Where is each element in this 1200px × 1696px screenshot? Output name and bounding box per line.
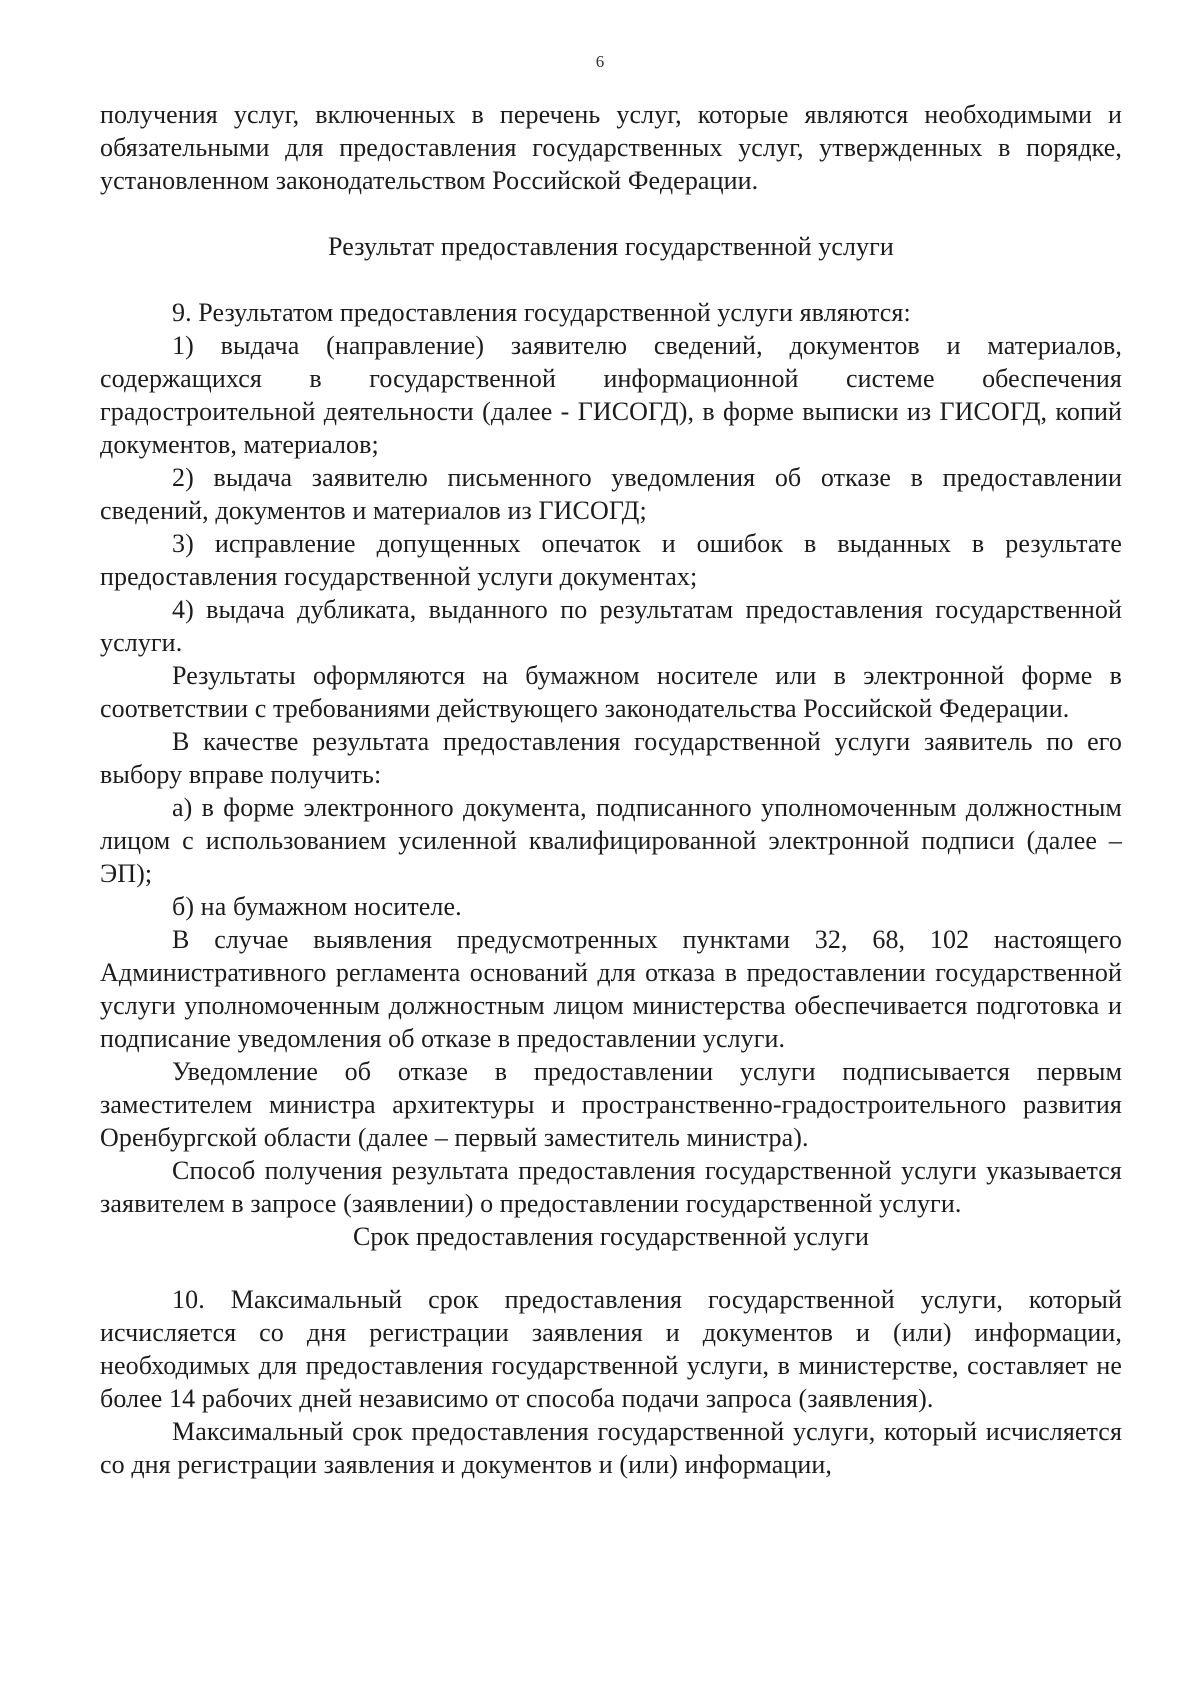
list-item-1: 1) выдача (направление) заявителю сведений, документов и материалов, содержащихся в государственной информационной системе обеспечения градостроительной деятельности (далее - ГИСОГД), в форме выписки из ГИСОГД, копий документов, материалов; xyxy=(100,331,1122,459)
paragraph-10-continued: Максимальный срок предоставления государственной услуги, который исчисляется со дня регистрации заявления и документов и (или) информации, xyxy=(100,1417,1122,1479)
page-number: 6 xyxy=(595,52,605,71)
list-item-3: 3) исправление допущенных опечаток и ошибок в выданных в результате предоставления государственной услуги документах; xyxy=(100,529,1122,591)
method-paragraph: Способ получения результата предоставления государственной услуги указывается заявителем в запросе (заявлении) о предоставлении государственной услуги. xyxy=(100,1156,1122,1218)
spacer xyxy=(100,263,1122,296)
paragraph-9: 9. Результатом предоставления государственной услуги являются: xyxy=(172,298,911,327)
spacer xyxy=(100,197,1122,230)
choice-intro-paragraph: В качестве результата предоставления государственной услуги заявитель по его выбору вправе получить: xyxy=(100,727,1122,789)
spacer xyxy=(100,1253,1122,1283)
refusal-case-paragraph: В случае выявления предусмотренных пунктами 32, 68, 102 настоящего Административного регламента оснований для отказа в предоставлении государственной услуги уполномоченным должностным лицом министерства обеспечивается подготовка и подписание уведомления об отказе в предоставлении услуги. xyxy=(100,925,1122,1053)
document-body xyxy=(100,98,1122,1481)
section-heading-result: Результат предоставления государственной услуги xyxy=(328,232,894,261)
results-form-paragraph: Результаты оформляются на бумажном носителе или в электронной форме в соответствии с требованиями действующего законодательства Российской Федерации. xyxy=(100,661,1122,723)
section-heading-term: Срок предоставления государственной услуги xyxy=(352,1222,870,1251)
choice-b: б) на бумажном носителе. xyxy=(172,892,462,921)
paragraph-10: 10. Максимальный срок предоставления государственной услуги, который исчисляется со дня регистрации заявления и документов и (или) информации, необходимых для предоставления государственной услуги, в министерстве, составляет не более 14 рабочих дней независимо от способа подачи запроса (заявления). xyxy=(100,1285,1122,1413)
intro-paragraph: получения услуг, включенных в перечень услуг, которые являются необходимыми и обязательными для предоставления государственных услуг, утвержденных в порядке, установленном законодательством Российской Федерации. xyxy=(100,100,1122,195)
list-item-2: 2) выдача заявителю письменного уведомления об отказе в предоставлении сведений, документов и материалов из ГИСОГД; xyxy=(100,463,1122,525)
choice-a: а) в форме электронного документа, подписанного уполномоченным должностным лицом с использованием усиленной квалифицированной электронной подписи (далее – ЭП); xyxy=(100,793,1122,888)
list-item-4: 4) выдача дубликата, выданного по результатам предоставления государственной услуги. xyxy=(100,595,1122,657)
refusal-signed-paragraph: Уведомление об отказе в предоставлении услуги подписывается первым заместителем министра архитектуры и пространственно-градостроительного развития Оренбургской области (далее – первый заместитель министра). xyxy=(100,1057,1122,1152)
